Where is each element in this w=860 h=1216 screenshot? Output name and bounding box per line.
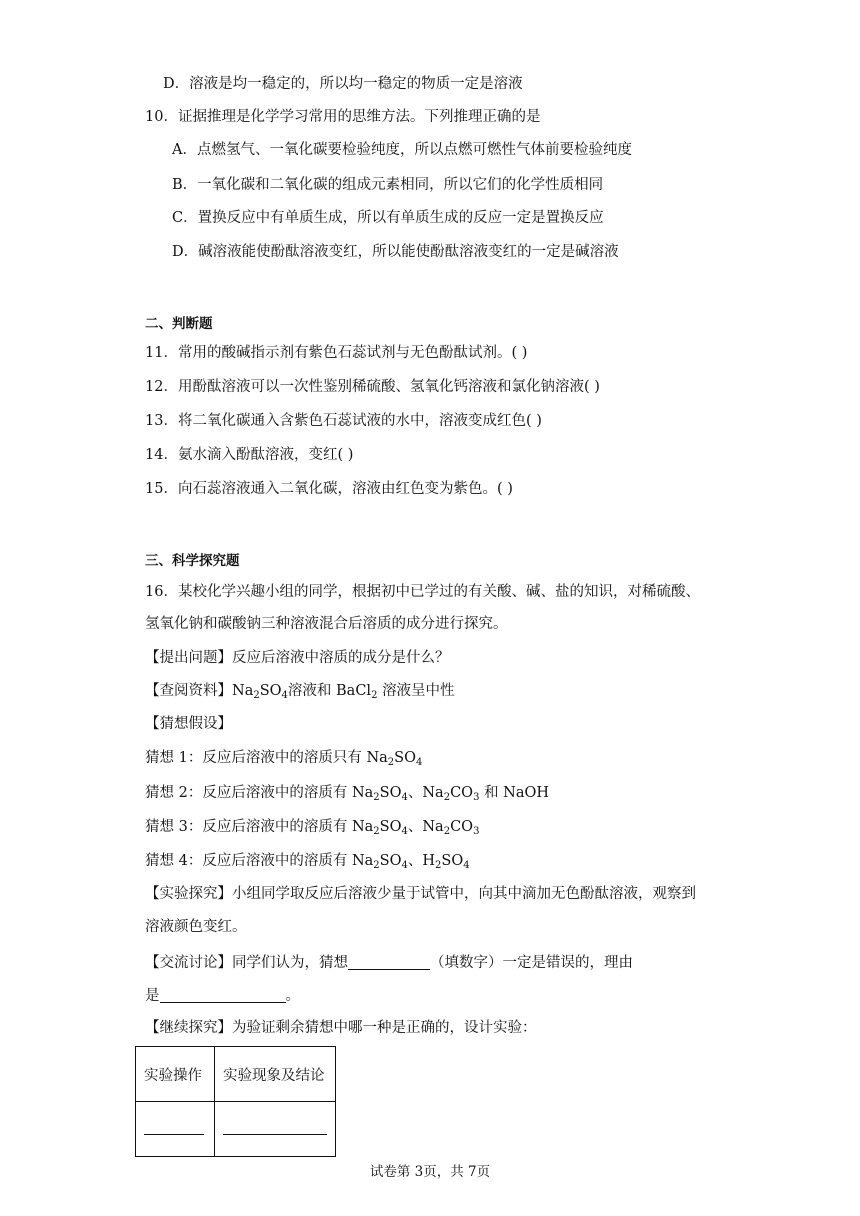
operation-blank[interactable] <box>144 1120 204 1135</box>
q10-option-a: A．点燃氢气、一氧化碳要检验纯度，所以点燃可燃性气体前要检验纯度 <box>172 142 632 158</box>
result-cell <box>215 1102 336 1157</box>
guess-2: 猜想 2：反应后溶液中的溶质有 $Na_2SO_4$、$Na_2CO_3$ 和 NaOH <box>145 785 550 803</box>
discussion-line1: 【交流讨论】同学们认为，猜想 （填数字）一定是错误的，理由 <box>145 955 633 971</box>
q16-line2: 氢氧化钠和碳酸钠三种溶液混合后溶质的成分进行探究。 <box>145 616 508 632</box>
reference-line: 【查阅资料】$Na_2SO_4$溶液和 BaCl$_2$ 溶液呈中性 <box>145 683 455 701</box>
q15: 15．向石蕊溶液通入二氧化碳，溶液由红色变为紫色。( ) <box>145 481 513 497</box>
q12: 12．用酚酞溶液可以一次性鉴别稀硫酸、氢氧化钙溶液和氯化钠溶液( ) <box>145 379 600 395</box>
header-result: 实验现象及结论 <box>215 1047 336 1102</box>
discussion-line2: 是 。 <box>145 988 300 1004</box>
section2-title: 二、判断题 <box>145 316 213 332</box>
operation-cell <box>136 1102 215 1157</box>
q10-option-b: B．一氧化碳和二氧化碳的组成元素相同，所以它们的化学性质相同 <box>172 177 604 193</box>
experiment-table <box>135 1046 336 1157</box>
guess-4: 猜想 4：反应后溶液中的溶质有 $Na_2SO_4$、$H_2SO_4$ <box>145 853 470 871</box>
q10-option-c: C．置换反应中有单质生成，所以有单质生成的反应一定是置换反应 <box>172 210 604 226</box>
q10-stem: 10．证据推理是化学学习常用的思维方法。下列推理正确的是 <box>145 109 541 125</box>
guess-1: 猜想 1：反应后溶液中的溶质只有 $Na_2SO_4$ <box>145 750 423 768</box>
q11: 11．常用的酸碱指示剂有紫色石蕊试剂与无色酚酞试剂。( ) <box>145 345 528 361</box>
reason-blank[interactable] <box>160 987 286 1003</box>
q14: 14．氨水滴入酚酞溶液，变红( ) <box>145 447 354 463</box>
page-footer: 试卷第 3页，共 7页 <box>369 1164 491 1180</box>
guess-3: 猜想 3：反应后溶液中的溶质有 $Na_2SO_4$、$Na_2CO_3$ <box>145 819 480 837</box>
q9-option-d: D．溶液是均一稳定的，所以均一稳定的物质一定是溶液 <box>163 76 523 92</box>
experiment-line1: 【实验探究】小组同学取反应后溶液少量于试管中，向其中滴加无色酚酞溶液，观察到 <box>145 886 696 902</box>
question-line: 【提出问题】反应后溶液中溶质的成分是什么？ <box>145 650 450 666</box>
result-blank[interactable] <box>223 1120 327 1135</box>
section3-title: 三、科学探究题 <box>145 553 240 569</box>
experiment-line2: 溶液颜色变红。 <box>145 919 247 935</box>
q10-option-d: D．碱溶液能使酚酞溶液变红，所以能使酚酞溶液变红的一定是碱溶液 <box>172 244 619 260</box>
hypothesis-title: 【猜想假设】 <box>145 716 232 732</box>
continue-line: 【继续探究】为验证剩余猜想中哪一种是正确的，设计实验： <box>145 1020 537 1036</box>
table-header-row <box>136 1047 336 1102</box>
hypothesis-number-blank[interactable] <box>348 954 430 970</box>
q13: 13．将二氧化碳通入含紫色石蕊试液的水中，溶液变成红色( ) <box>145 413 542 429</box>
table-row <box>136 1102 336 1157</box>
header-operation: 实验操作 <box>136 1047 215 1102</box>
q16-line1: 16．某校化学兴趣小组的同学，根据初中已学过的有关酸、碱、盐的知识，对稀硫酸、 <box>145 584 700 600</box>
